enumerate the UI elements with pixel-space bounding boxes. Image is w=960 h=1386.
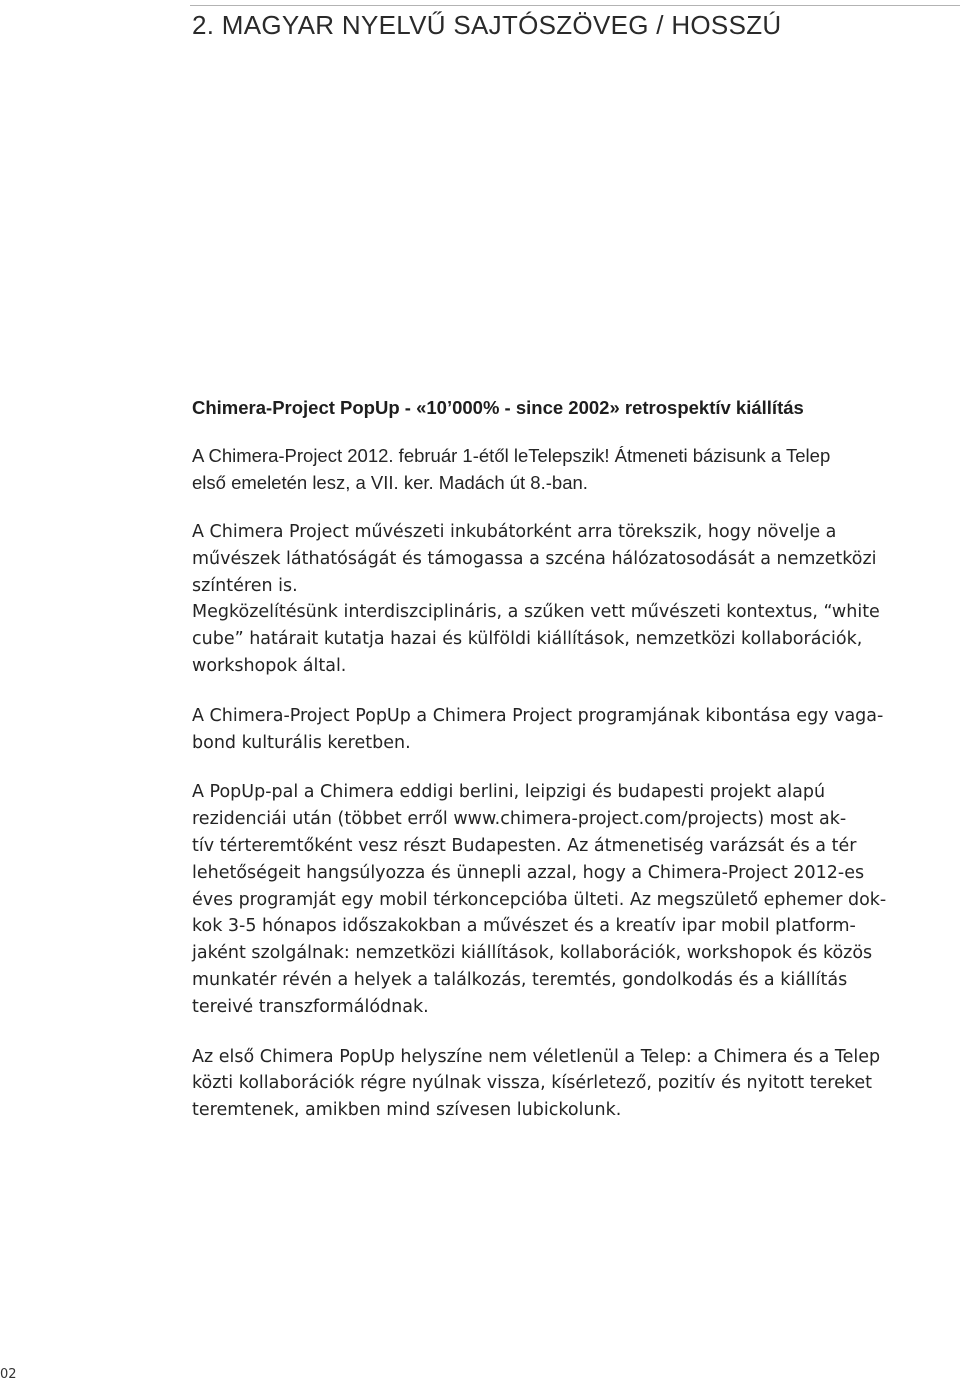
intro-paragraph — [192, 442, 960, 496]
paragraph-popup — [192, 703, 960, 757]
paragraph-residencies — [192, 779, 960, 1020]
text-line: teremtenek, amikben mind szívesen lubickolunk. — [192, 1100, 622, 1121]
text-line: jaként szolgálnak: nemzetközi kiállítások, kollaborációk, workshopok és közös — [192, 943, 873, 964]
text-line: lehetőségeit hangsúlyozza és ünnepli azzal, hogy a Chimera-Project 2012-es — [192, 862, 865, 883]
header-rule — [190, 5, 960, 6]
text-line: bond kulturális keretben. — [192, 732, 411, 753]
text-line: munkatér révén a helyek a találkozás, teremtés, gondolkodás és a kiállítás — [192, 969, 848, 990]
text-line: színtéren is. — [192, 575, 298, 596]
text-line: tív térteremtőként vesz részt Budapesten. Az átmenetiség varázsát és a tér — [192, 835, 857, 856]
article-headline: Chimera-Project PopUp - «10’000% - since 2002» retrospektív kiállítás — [192, 397, 804, 418]
paragraph-telep — [192, 1044, 960, 1124]
text-line: cube” határait kutatja hazai és külföldi kiállítások, nemzetközi kollaborációk, — [192, 629, 863, 650]
section-title: 2. MAGYAR NYELVŰ SAJTÓSZÖVEG / HOSSZÚ — [192, 10, 782, 40]
text-line: tereivé transzformálódnak. — [192, 996, 429, 1017]
intro-line: első emeletén lesz, a VII. ker. Madách út 8.-ban. — [192, 472, 588, 493]
article-body — [192, 396, 960, 1124]
text-line: rezidenciái után (többet erről www.chimera-project.com/projects) most ak- — [192, 809, 847, 830]
page-number: 02 — [0, 1367, 17, 1382]
text-line: Megközelítésünk interdiszciplináris, a szűken vett művészeti kontextus, “white — [192, 602, 880, 623]
text-line: A Chimera Project művészeti inkubátorként arra törekszik, hogy növelje a — [192, 522, 837, 542]
paragraph-mission — [192, 519, 960, 599]
paragraph-approach — [192, 599, 960, 679]
text-line: kok 3-5 hónapos időszakokban a művészet és a kreatív ipar mobil platform- — [192, 916, 856, 937]
text-line: közti kollaborációk régre nyúlnak vissza, kísérletező, pozitív és nyitott tereket — [192, 1073, 873, 1094]
text-line: A Chimera-Project PopUp a Chimera Project programjának kibontása egy vaga- — [192, 705, 884, 726]
text-line: A PopUp-pal a Chimera eddigi berlini, leipzigi és budapesti projekt alapú — [192, 782, 826, 803]
text-line: művészek láthatóságát és támogassa a szcéna hálózatosodását a nemzetközi — [192, 548, 877, 569]
intro-line: A Chimera-Project 2012. február 1-étől leTelepszik! Átmeneti bázisunk a Telep — [192, 445, 831, 466]
text-line: éves programját egy mobil térkoncepcióba ülteti. Az megszülető ephemer dok- — [192, 889, 887, 910]
text-line: workshopok által. — [192, 655, 347, 676]
text-line: Az első Chimera PopUp helyszíne nem véletlenül a Telep: a Chimera és a Telep — [192, 1046, 881, 1067]
